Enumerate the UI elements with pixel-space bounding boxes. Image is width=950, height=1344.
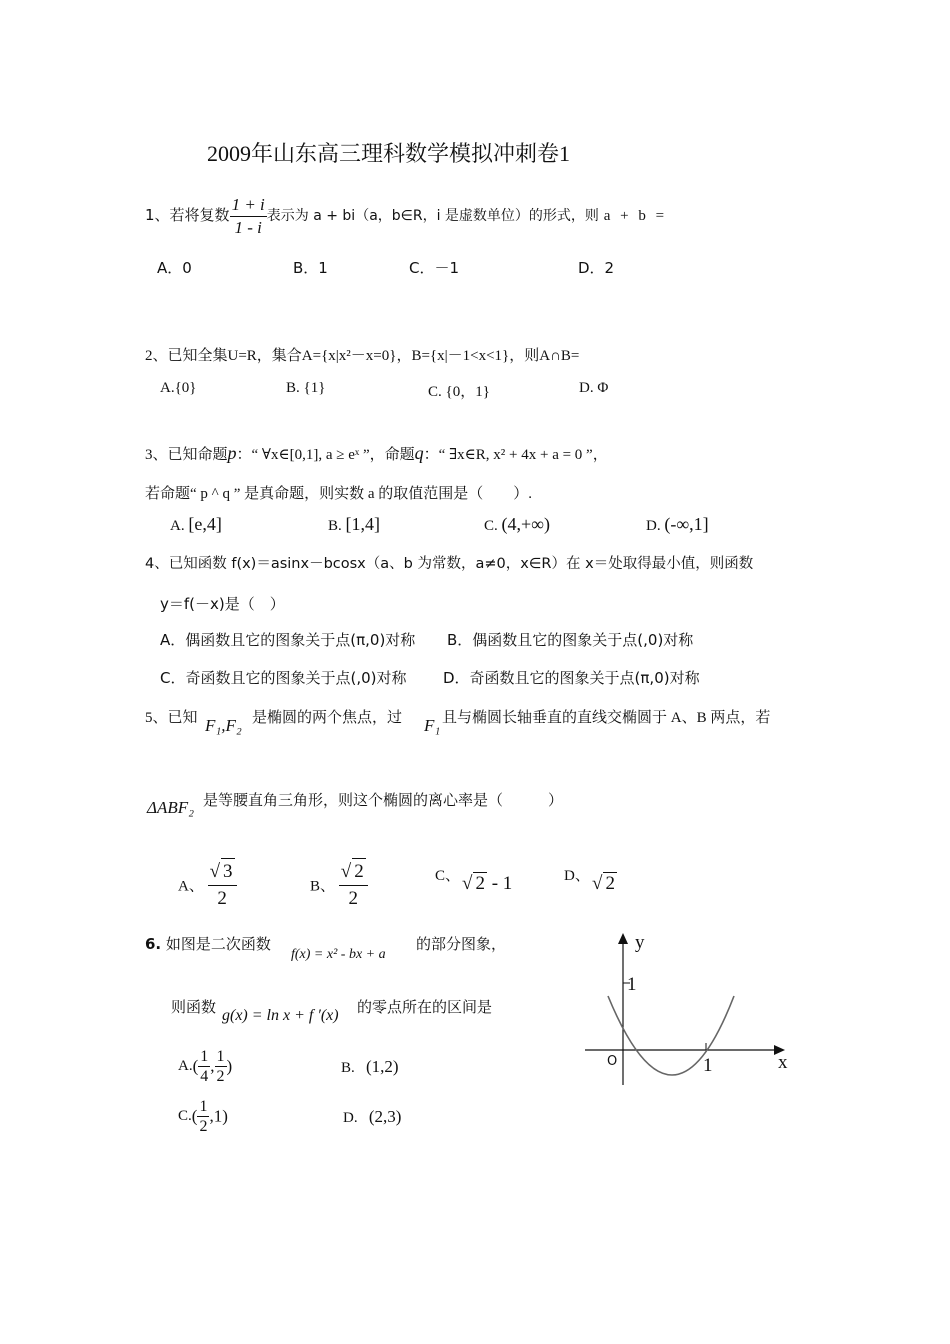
q5-option-b-frac [339, 858, 368, 912]
q3-option-b-label: B. [328, 518, 342, 534]
question-3-line2: 若命题“ p ^ q ” 是真命题，则实数 a 的取值范围是（ ）. [145, 486, 533, 502]
q6-option-b-label: B. [341, 1060, 355, 1076]
q6-option-d[interactable] [343, 1107, 401, 1127]
q6-option-a-d2: 2 [216, 1068, 225, 1085]
q3-option-a-value: [e,4] [188, 514, 222, 534]
q6-option-c-tail: ,1) [209, 1106, 228, 1126]
question-5-line1 [145, 706, 198, 727]
q6-option-a-d1: 4 [200, 1068, 209, 1085]
q5-option-b-den: 2 [348, 888, 358, 909]
q5-rest: 且与椭圆长轴垂直的直线交椭圆于 A、B 两点，若 [442, 710, 771, 726]
q5-option-a-label: A、 [178, 878, 204, 895]
q3-option-b-value: [1,4] [345, 514, 381, 534]
q5-triangle: ΔABF₂ [147, 798, 195, 817]
q6-gfunc: g(x) = ln x + f ′(x) [222, 1007, 339, 1024]
q6-option-c-d: 2 [199, 1118, 208, 1135]
question-4-line1: 4、已知函数 f(x)＝asinx－bcosx（a、b 为常数，a≠0，x∈R）在 x＝处取得最小值，则函数 [145, 556, 754, 572]
q5-option-b-label: B、 [310, 878, 336, 895]
q6-option-a-label: A. [178, 1058, 193, 1074]
q5-option-c-tail: - 1 [486, 873, 513, 894]
q5-option-a-sqrt-icon: √ [209, 861, 221, 882]
q1-post: 表示为 a + bi（a，b∈R，i 是虚数单位）的形式，则 [266, 208, 599, 224]
q1-option-c[interactable]: C．－1 [409, 259, 460, 277]
y-axis-arrow-icon [618, 933, 628, 944]
page-title: 2009年山东高三理科数学模拟冲刺卷1 [207, 141, 571, 166]
q3-option-c[interactable] [484, 514, 550, 535]
y-axis-label: y [635, 932, 645, 953]
q3-option-a-label: A. [170, 518, 185, 534]
q6-pre: 如图是二次函数 [165, 937, 271, 953]
q4-option-b[interactable]: B．偶函数且它的图象关于点(,0)对称 [447, 631, 694, 649]
q3-option-d[interactable] [646, 514, 709, 535]
q6-option-c-label: C. [178, 1108, 192, 1124]
q3-q-label: q [414, 443, 424, 463]
q6-option-a-n2: 1 [216, 1048, 225, 1065]
q5-lead: 5、已知 [145, 710, 198, 726]
q5-mid: 是椭圆的两个焦点，过 [252, 710, 403, 726]
y-one-label: 1 [627, 974, 637, 995]
q3-lead: 3、已知命题 [145, 447, 228, 463]
question-3-line1 [145, 443, 608, 464]
q6-line2-pre: 则函数 [171, 1000, 217, 1016]
q2-option-a[interactable]: A.{0} [160, 380, 197, 396]
x-axis-label: x [778, 1052, 788, 1073]
q3-option-c-label: C. [484, 518, 498, 534]
q1-tail: a + b = [603, 208, 668, 224]
q5-option-a-num: 3 [221, 858, 235, 885]
q5-option-b-sqrt-icon: √ [340, 861, 352, 882]
q1-option-a[interactable]: A．0 [157, 259, 192, 277]
q3-option-d-value: (-∞,1] [664, 514, 709, 534]
q2-option-c[interactable]: C. {0，1} [428, 384, 490, 400]
q6-post: 的部分图象， [416, 937, 507, 953]
q6-option-d-value: (2,3) [368, 1107, 402, 1126]
question-2: 2、已知全集U=R，集合A={x|x²－x=0}，B={x|－1<x<1}，则A∩B= [145, 348, 580, 364]
q6-option-b[interactable] [341, 1057, 399, 1077]
q3-q-text: ：“ ∃x∈R, x² + 4x + a = 0 ”， [423, 447, 608, 463]
q3-option-d-label: D. [646, 518, 661, 534]
origin-label: O [607, 1054, 618, 1069]
q3-option-c-value: (4,+∞) [501, 514, 550, 534]
question-6-line1 [145, 933, 271, 954]
q6-func: f(x) = x² - bx + a [291, 947, 386, 962]
q1-fraction [230, 194, 267, 239]
q5-option-c[interactable] [435, 864, 460, 885]
q1-frac-num: 1 + i [230, 194, 267, 217]
q1-option-b[interactable]: B．1 [293, 259, 328, 277]
question-4-line2: y＝f(－x)是（ ） [160, 595, 285, 613]
q5-option-d[interactable] [564, 864, 590, 885]
question-1 [145, 190, 667, 241]
q1-frac-den: 1 - i [234, 217, 262, 237]
x-one-label: 1 [703, 1055, 713, 1076]
q5-option-a-frac [208, 858, 237, 912]
q2-option-d[interactable]: D. Φ [579, 380, 609, 396]
parabola-graph [575, 925, 815, 1095]
q4-option-a[interactable]: A．偶函数且它的图象关于点(π,0)对称 [160, 631, 416, 649]
q6-option-c-n: 1 [199, 1098, 208, 1115]
q5-foci: F₁,F₂ [205, 716, 242, 735]
q4-option-c[interactable]: C．奇函数且它的图象关于点(,0)对称 [160, 669, 407, 687]
q6-line2-post: 的零点所在的区间是 [357, 1000, 493, 1016]
q5-f1: F₁ [424, 716, 441, 735]
q6-option-d-label: D. [343, 1110, 358, 1126]
q3-p-label: p [227, 443, 237, 463]
q2-option-b[interactable]: B. {1} [286, 380, 326, 396]
q3-p-text: ：“ ∀x∈[0,1], a ≥ eˣ ”，命题 [236, 447, 415, 463]
q5-option-d-value [592, 872, 617, 895]
q3-option-b[interactable] [328, 514, 380, 535]
q5-option-c-sqrt-icon: √ [462, 873, 473, 894]
q5-option-c-radicand: 2 [475, 873, 485, 894]
q1-pre: 、若将复数 [154, 206, 230, 224]
q5-option-c-value [462, 872, 512, 895]
question-5-line2: 是等腰直角三角形，则这个椭圆的离心率是（ ） [203, 793, 564, 809]
q6-option-a[interactable]: A.( $\frac{1}{4}$ , $\frac{1}{2}$ ) [178, 1048, 233, 1085]
q5-option-d-radicand: 2 [605, 873, 615, 894]
q5-option-a[interactable] [178, 858, 237, 912]
q5-option-a-den: 2 [217, 888, 227, 909]
q5-option-d-label: D、 [564, 868, 590, 884]
q6-number: 6. [145, 935, 162, 953]
q6-option-a-n1: 1 [200, 1048, 209, 1065]
q5-option-b-num: 2 [352, 858, 366, 885]
q5-option-b[interactable] [310, 858, 368, 912]
q6-option-c[interactable]: C.( $\frac{1}{2}$ ,1) [178, 1098, 228, 1135]
parabola-curve [608, 996, 734, 1075]
q5-option-c-label: C、 [435, 868, 461, 884]
q5-option-d-sqrt-icon: √ [592, 873, 603, 894]
q1-number: 1 [145, 206, 155, 224]
q1-option-d[interactable]: D．2 [578, 259, 615, 277]
q6-option-b-value: (1,2) [366, 1057, 399, 1076]
q4-option-d[interactable]: D．奇函数且它的图象关于点(π,0)对称 [443, 669, 700, 687]
q3-option-a[interactable] [170, 514, 222, 535]
